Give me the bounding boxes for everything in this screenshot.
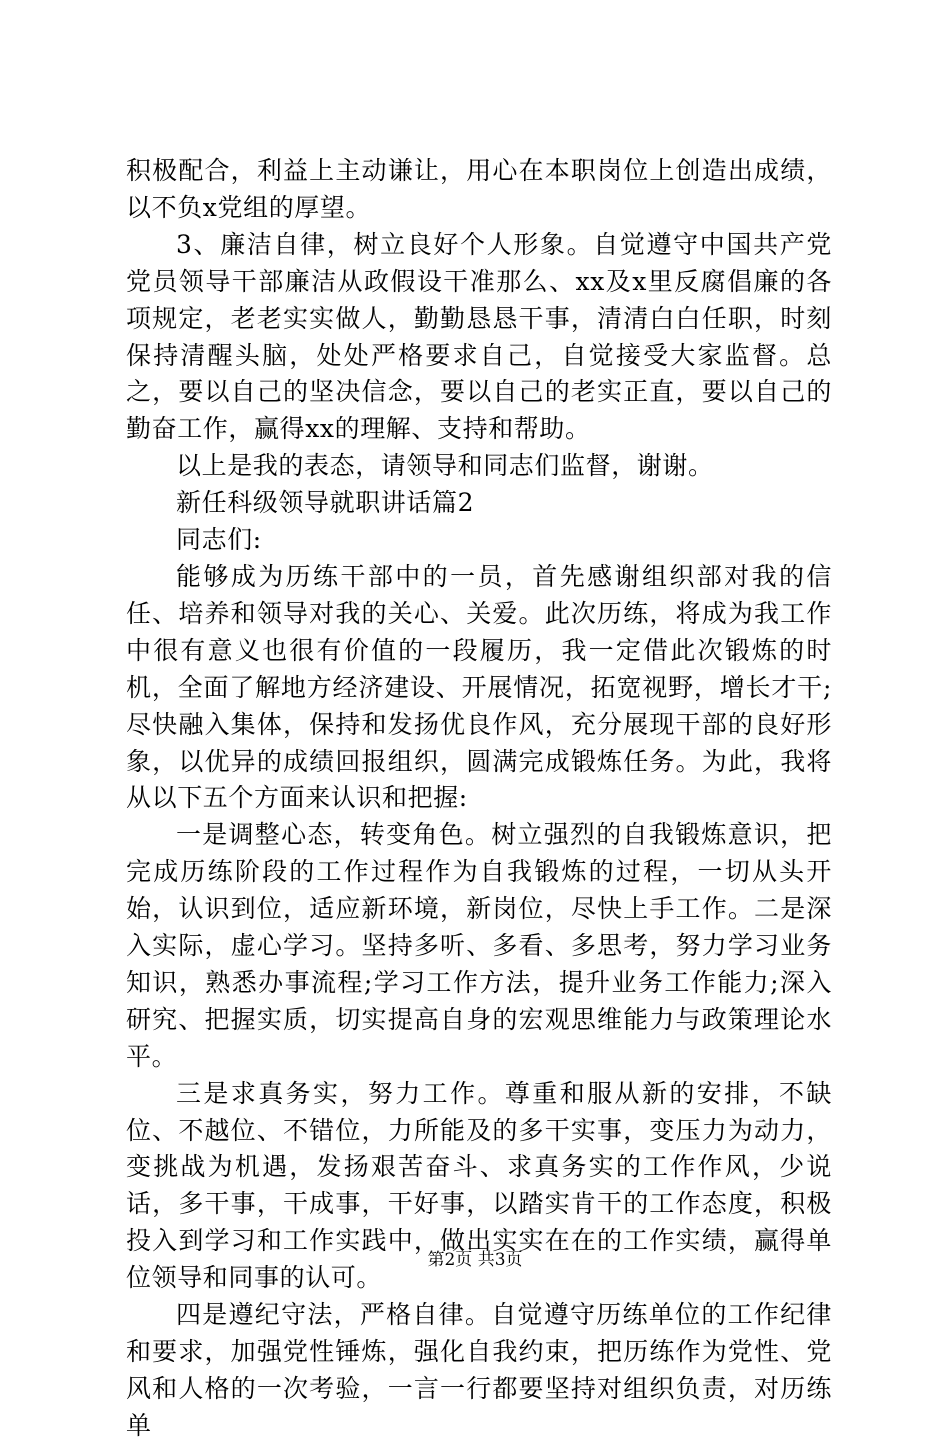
page-indicator: 第2页 共3页 [427,1250,523,1270]
paragraph-7: 一是调整心态，转变角色。树立强烈的自我锻炼意识，把完成历练阶段的工作过程作为自我锻炼的过程，一切从头开始，认识到位，适应新环境，新岗位，尽快上手工作。二是深入实际，虚心学习。坚持多听、多看、多思考，努力学习业务知识，熟悉办事流程;学习工作方法，提升业务工作能力;深入研究、把握实质，切实提高自身的宏观思维能力与政策理论水平。 [126,820,832,1071]
paragraph-8: 三是求真务实，努力工作。尊重和服从新的安排，不缺位、不越位、不错位，力所能及的多干实事，变压力为动力，变挑战为机遇，发扬艰苦奋斗、求真务实的工作作风，少说话，多干事，干成事，干好事，以踏实肯干的工作态度，积极投入到学习和工作实践中，做出实实在在的工作实绩，赢得单位领导和同事的认可。 [126,1078,832,1293]
page-footer [0,1250,950,1270]
paragraph-6: 能够成为历练干部中的一员，首先感谢组织部对我的信任、培养和领导对我的关心、关爱。此次历练，将成为我工作中很有意义也很有价值的一段履历，我一定借此次锻炼的时机，全面了解地方经济建设、开展情况，拓宽视野，增长才干;尽快融入集体，保持和发扬优良作风，充分展现干部的良好形象，以优异的成绩回报组织，圆满完成锻炼任务。为此，我将从以下五个方面来认识和把握: [126,561,832,813]
paragraph-1: 积极配合，利益上主动谦让，用心在本职岗位上创造出成绩，以不负x党组的厚望。 [126,156,832,222]
salutation: 同志们: [176,525,262,555]
paragraph-9: 四是遵纪守法，严格自律。自觉遵守历练单位的工作纪律和要求，加强党性锤炼，强化自我约束，把历练作为党性、党风和人格的一次考验，一言一行都要坚持对组织负责，对历练单 [126,1300,832,1440]
section-heading: 新任科级领导就职讲话篇2 [176,488,475,518]
paragraph-3: 以上是我的表态，请领导和同志们监督，谢谢。 [176,451,714,481]
paragraph-2: 3、廉洁自律，树立良好个人形象。自觉遵守中国共产党党员领导干部廉洁从政假设干准那么、xx及x里反腐倡廉的各项规定，老老实实做人，勤勤恳恳干事，清清白白任职，时刻保持清醒头脑，处处严格要求自己，自觉接受大家监督。总之，要以自己的坚决信念，要以自己的老实正直，要以自己的勤奋工作，赢得xx的理解、支持和帮助。 [126,229,832,444]
